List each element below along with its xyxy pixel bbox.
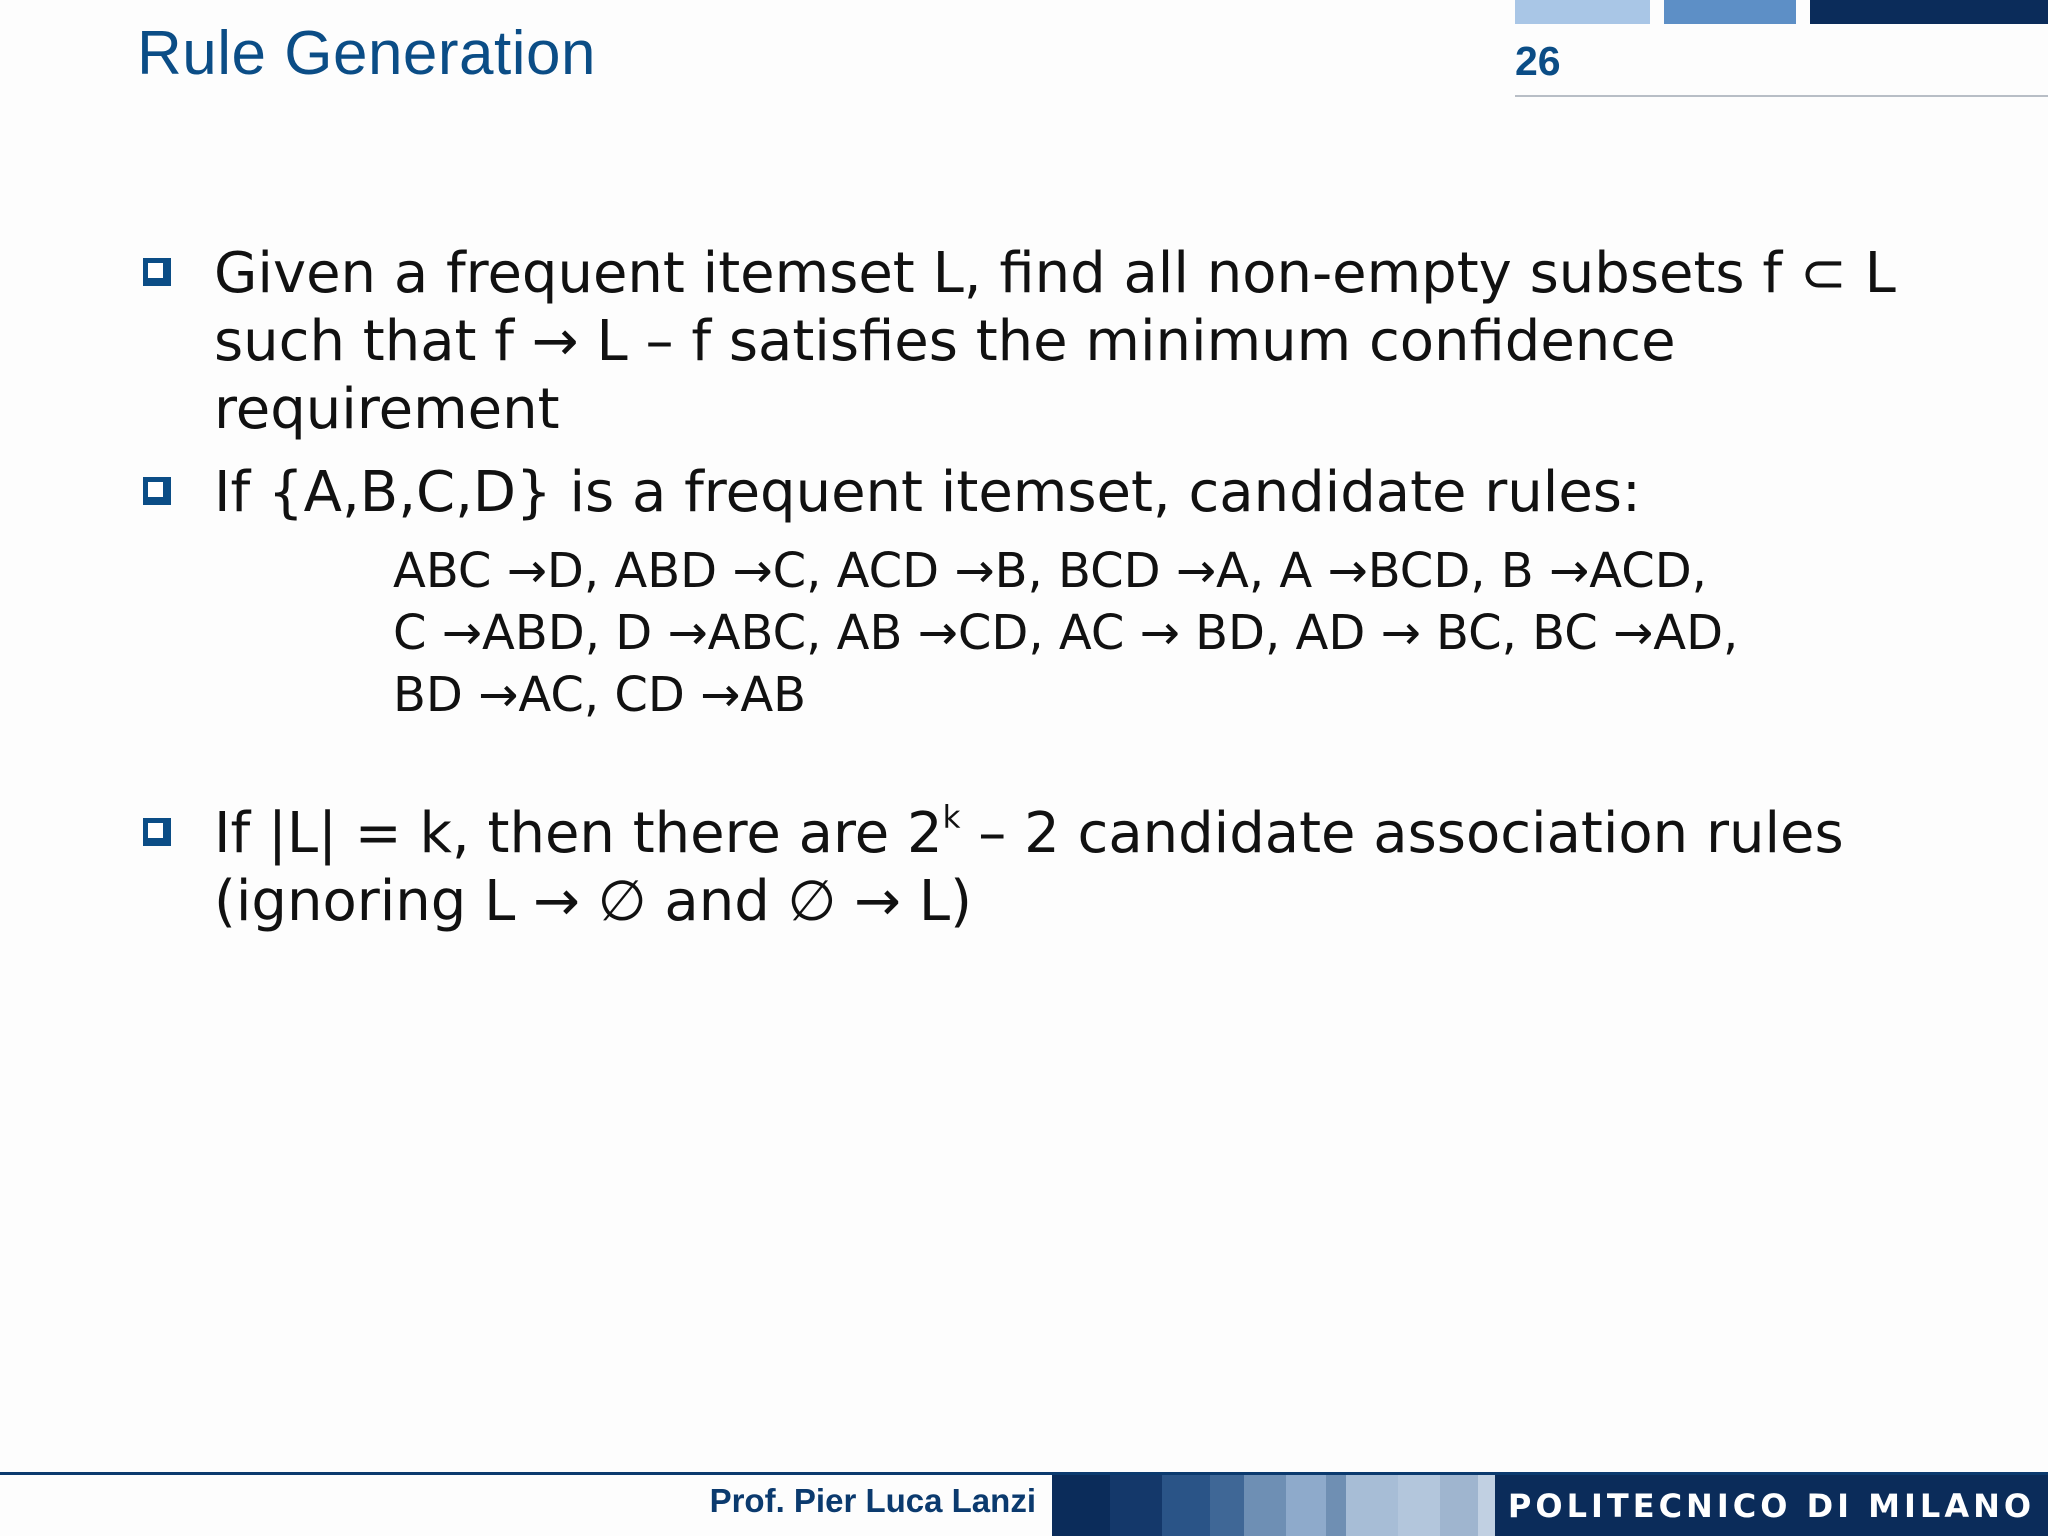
bullet-2-text — [214, 459, 1641, 527]
bullet-1-line-1: Given a frequent itemset L, find all non-empty subsets f ⊂ L — [214, 241, 1896, 306]
bullet-3-line-2: (ignoring L → ∅ and ∅ → L) — [214, 869, 972, 934]
checkbox-bullet-icon — [143, 477, 171, 505]
rules-line-1: ABC →D, ABD →C, ACD →B, BCD →A, A →BCD, B →ACD, — [393, 543, 1707, 599]
bullet-3-line-1-end: – 2 candidate association rules — [960, 801, 1844, 866]
page-number: 26 — [1515, 38, 1561, 84]
institution-logo-text: POLITECNICO DI MILANO — [1495, 1475, 2048, 1536]
checkbox-bullet-icon — [143, 818, 171, 846]
bullet-1-line-3: requirement — [214, 377, 560, 442]
rules-line-2: C →ABD, D →ABC, AB →CD, AC → BD, AD → BC, BC →AD, — [393, 605, 1739, 661]
header-bar-light — [1515, 0, 1650, 24]
bullet-1-text — [214, 240, 1896, 444]
footer-author: Prof. Pier Luca Lanzi — [709, 1482, 1036, 1519]
bullet-1-line-2: such that f → L – f satisfies the minimum confidence — [214, 309, 1676, 374]
header-bar-mid — [1664, 0, 1796, 24]
slide-title: Rule Generation — [137, 19, 596, 88]
bullet-3-line-1 — [214, 800, 1844, 868]
bullet-3-line-1-start: If |L| = k, then there are 2 — [214, 801, 943, 866]
checkbox-bullet-icon — [143, 258, 171, 286]
bullet-2-line-1: If {A,B,C,D} is a frequent itemset, candidate rules: — [214, 460, 1641, 525]
rules-line-3: BD →AC, CD →AB — [393, 667, 807, 723]
header-divider — [1515, 95, 2048, 97]
bullet-3-text — [214, 800, 1844, 936]
candidate-rules — [393, 540, 1738, 726]
header-bar-dark — [1810, 0, 2048, 24]
exponent-k: k — [942, 799, 961, 836]
